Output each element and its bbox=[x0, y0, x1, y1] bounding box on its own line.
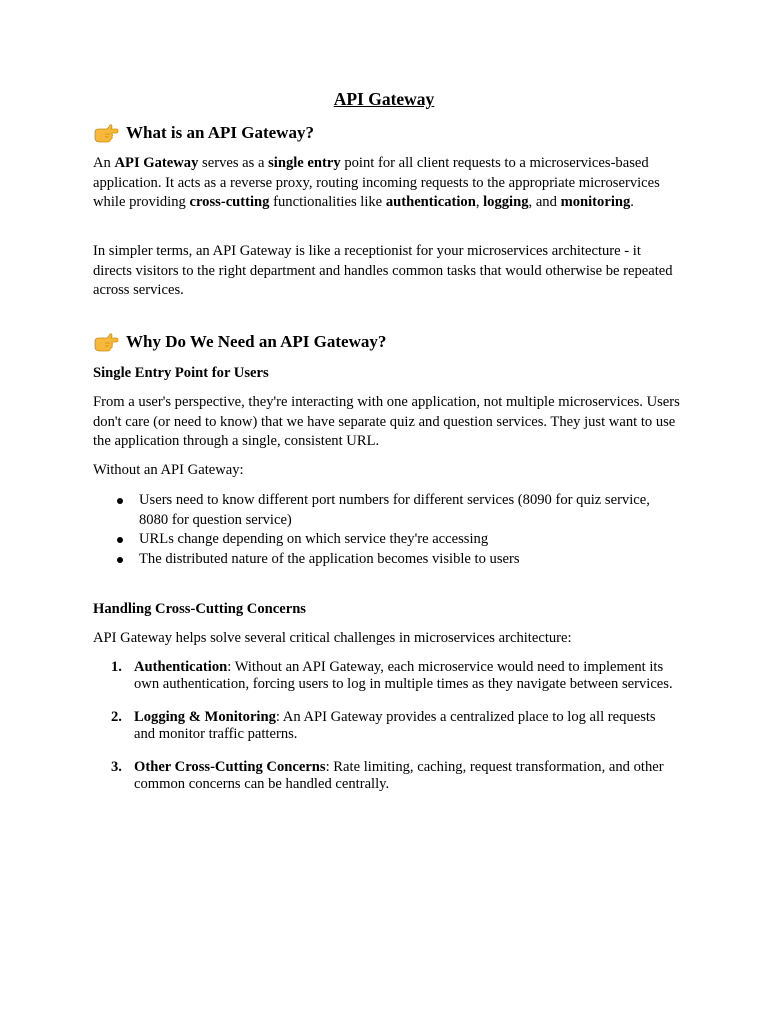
bold-term: cross-cutting bbox=[189, 194, 270, 210]
list-item bbox=[93, 709, 673, 743]
bullet-icon bbox=[117, 498, 123, 504]
bullet-icon bbox=[117, 537, 123, 543]
list-number: 2. bbox=[111, 709, 122, 725]
list-item-desc: : An API Gateway provides a centralized place to log all requests and monitor traffic patterns. bbox=[134, 709, 656, 742]
text-run: , and bbox=[528, 194, 561, 210]
text-run: . bbox=[630, 194, 634, 210]
bold-term: single entry bbox=[268, 155, 341, 171]
paragraph-without-gateway: Without an API Gateway: bbox=[93, 462, 244, 478]
list-item bbox=[93, 550, 653, 570]
bold-term: API Gateway bbox=[114, 155, 199, 171]
section-heading-text: What is an API Gateway? bbox=[126, 123, 314, 142]
list-item bbox=[93, 659, 673, 693]
list-item-desc: : Without an API Gateway, each microservice would need to implement its own authentication, forcing users to log in multiple times as they navigate between services. bbox=[134, 659, 673, 692]
text-run: point for all client requests to a microservices-based application. It acts as a reverse proxy, routing incoming requests to the appropriate microservices while providing bbox=[93, 155, 660, 210]
list-item-term: Other Cross-Cutting Concerns bbox=[134, 759, 326, 775]
list-item-desc: : Rate limiting, caching, request transformation, and other common concerns can be handled centrally. bbox=[134, 759, 664, 792]
list-item bbox=[93, 491, 653, 530]
section-heading-what-is bbox=[93, 122, 314, 144]
bullet-icon bbox=[117, 557, 123, 563]
list-item-text: Users need to know different port numbers for different services (8090 for quiz service, 8080 for question service) bbox=[139, 492, 650, 528]
list-item-text: The distributed nature of the application becomes visible to users bbox=[139, 550, 520, 567]
list-item-term: Logging & Monitoring bbox=[134, 709, 276, 725]
list-item-term: Authentication bbox=[134, 659, 228, 675]
list-item bbox=[93, 759, 673, 793]
text-run: functionalities like bbox=[269, 194, 386, 210]
paragraph-simpler-terms: In simpler terms, an API Gateway is like a receptionist for your microservices architecture - it directs visitors to the right department and handles common tasks that would otherwise be repeated across services. bbox=[93, 243, 673, 298]
subheading-single-entry: Single Entry Point for Users bbox=[93, 365, 269, 381]
text-run: An bbox=[93, 155, 115, 171]
text-run: , bbox=[475, 194, 484, 210]
pointing-hand-icon bbox=[93, 123, 119, 143]
pointing-hand-icon bbox=[93, 332, 119, 352]
bold-term: logging bbox=[483, 194, 529, 210]
document-title: API Gateway bbox=[333, 89, 435, 109]
bold-term: monitoring bbox=[560, 194, 631, 210]
list-number: 1. bbox=[111, 659, 122, 675]
paragraph-definition bbox=[93, 154, 683, 213]
bold-term: authentication bbox=[385, 194, 476, 210]
paragraph-gateway-helps: API Gateway helps solve several critical challenges in microservices architecture: bbox=[93, 630, 572, 646]
list-item bbox=[93, 530, 653, 550]
numbered-list bbox=[93, 659, 673, 809]
text-run: serves as a bbox=[198, 155, 269, 171]
list-number: 3. bbox=[111, 759, 122, 775]
section-heading-why-need bbox=[93, 331, 386, 353]
section-heading-text: Why Do We Need an API Gateway? bbox=[126, 332, 387, 351]
bullet-list bbox=[93, 491, 653, 569]
list-item-text: URLs change depending on which service they're accessing bbox=[139, 531, 489, 547]
paragraph-user-perspective: From a user's perspective, they're interacting with one application, not multiple microservices. Users don't care (or need to know) that we have separate quiz and question services. They just want to use the application through a single, consistent URL. bbox=[93, 394, 680, 449]
subheading-cross-cutting: Handling Cross-Cutting Concerns bbox=[93, 601, 306, 617]
